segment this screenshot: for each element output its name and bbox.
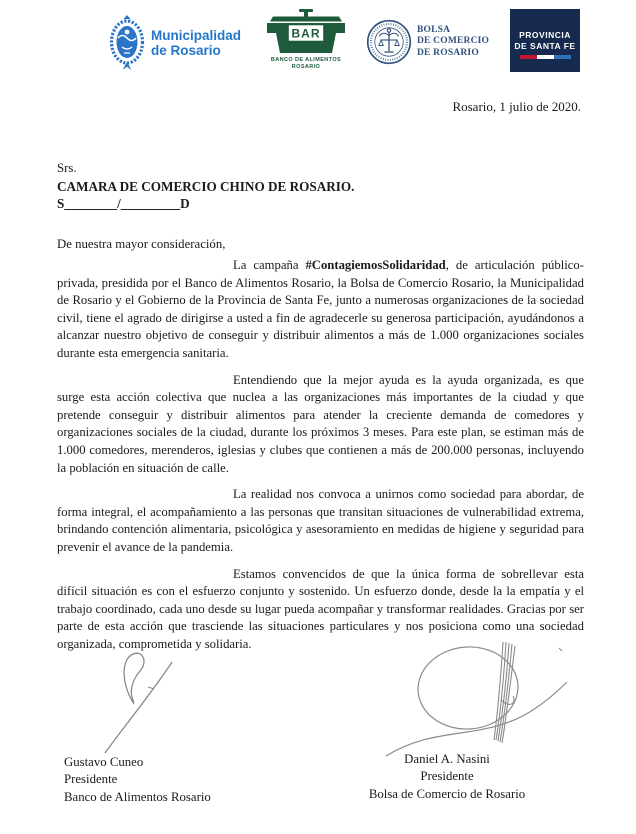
provincia-logo-text: [514, 30, 575, 50]
paragraph-1: [57, 257, 584, 363]
date-line: Rosario, 1 julio de 2020.: [452, 99, 581, 114]
bolsa-line1: BOLSA: [417, 25, 451, 36]
municipalidad-line1: Municipalidad: [151, 27, 242, 43]
municipalidad-crest-icon: [108, 14, 146, 72]
recipient-salutation: Srs.: [57, 161, 77, 175]
bar-logo-caption: [254, 57, 358, 71]
paragraph-3: La realidad nos convoca a unirnos como sociedad para abordar, de forma integral, el acompañamiento a las personas que transitan situaciones de vulnerabilidad extrema, brindando contención alimentaria, psicológica y asesoramiento en medidas de higiene y seguridad para prevenir el avance de la pandemia.: [57, 487, 584, 554]
municipalidad-line2: de Rosario: [151, 43, 221, 58]
municipalidad-logo-text: [151, 28, 241, 58]
signer-left-org: Banco de Alimentos Rosario: [64, 789, 211, 804]
bar-caption-line2: ROSARIO: [291, 64, 321, 71]
bolsa-line2: DE COMERCIO: [417, 36, 490, 47]
svg-text:BAR: BAR: [291, 26, 321, 41]
bolsa-line3: DE ROSARIO: [417, 47, 479, 58]
recipient-name: CAMARA DE COMERCIO CHINO DE ROSARIO.: [57, 178, 355, 194]
signer-left-title: Presidente: [64, 772, 118, 787]
recipient-block: [57, 160, 354, 213]
signer-right-name: Daniel A. Nasini: [404, 752, 490, 766]
signer-right-title: Presidente: [420, 769, 474, 784]
paragraph-2: Entendiendo que la mejor ayuda es la ayuda organizada, es que surge esta acción colectiva que nuclea a las organizaciones más importantes de la ciudad y que pretende conseguir y distribuir alimentos para atender la creciente demanda de comedores y organizaciones sociales de la ciudad, durante los próximos 3 meses. Para este plan, se estiman más de 1.000 comedores, merenderos, iglesias y clubes que contienen a más de 200.000 personas, incluyendo la población en situación de calle.: [57, 372, 584, 475]
logo-banco-alimentos-rosario: [254, 9, 358, 71]
signer-left-name: Gustavo Cuneo: [64, 755, 144, 769]
logo-bolsa-comercio-rosario: [366, 19, 489, 65]
greeting-line: De nuestra mayor consideración,: [57, 237, 226, 251]
paragraph-1-prefix: La campaña: [233, 258, 306, 272]
signer-right-org: Bolsa de Comercio de Rosario: [368, 786, 526, 801]
paragraph-1-rest: , de articulación público-privada, presidida por el Banco de Alimentos Rosario, la Bolsa de Comercio Rosario, la Municipalidad de Rosario y el Gobierno de la Provincia de Santa Fe, junto a numerosas organizaciones de la sociedad civil, tiene el agrado de dirigirse a usted a fin de agradecerle su generosa participación, ayudándonos a alcanzar nuestro objetivo de conseguir y distribuir alimentos a más de 1.000 organizaciones sociales durante esta emergencia sanitaria.: [57, 258, 584, 360]
provincia-line2: DE SANTA FE: [514, 40, 576, 51]
signature-right-icon: [383, 638, 568, 762]
logo-municipalidad-rosario: [108, 14, 241, 72]
signature-left-icon: [92, 646, 192, 758]
signature-right-block: [356, 751, 538, 803]
bolsa-logo-text: [417, 25, 489, 59]
signature-left-block: [64, 754, 211, 806]
provincia-flag-stripe: [520, 55, 571, 59]
bar-pot-icon: [262, 9, 350, 55]
bar-caption-line1: BANCO DE ALIMENTOS: [270, 57, 342, 63]
provincia-line1: PROVINCIA: [519, 30, 571, 41]
letter-body: [57, 257, 584, 662]
logo-provincia-santa-fe: [510, 9, 580, 72]
recipient-despacho: S________/_________D: [57, 196, 190, 212]
bolsa-seal-icon: [366, 19, 412, 65]
campaign-hashtag: #ContagiemosSolidaridad: [305, 258, 446, 272]
paragraph-4: Estamos convencidos de que la única forma de sobrellevar esta difícil situación es con el esfuerzo conjunto y sostenido. Un esfuerzo donde, desde la la empatía y el trabajo coordinado, cada uno desde su lugar pueda acompañar y transformar realidades. Gracias por ser parte de esta acción que trasciende las situaciones particulares y nos posiciona como una sociedad organizada, comprometida y solidaria.: [57, 566, 584, 651]
